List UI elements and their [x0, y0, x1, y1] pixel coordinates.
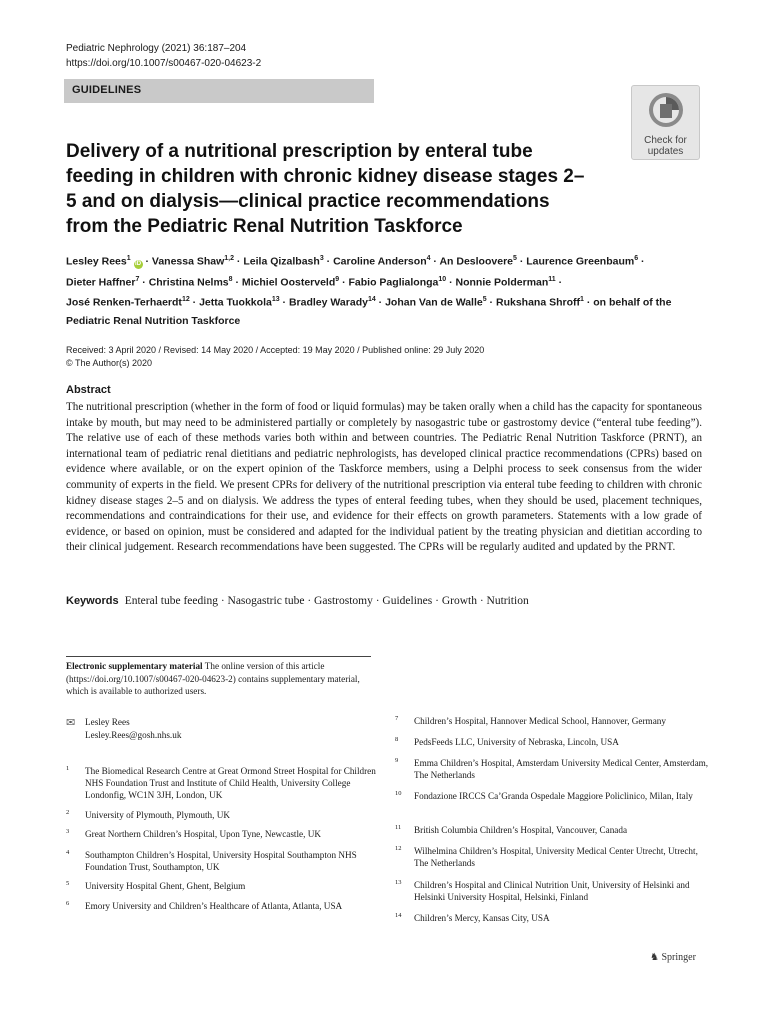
author-name[interactable]: Dieter Haffner — [66, 276, 136, 288]
affiliation-number: 8 — [395, 736, 399, 743]
doi-link[interactable]: https://doi.org/10.1007/s00467-020-04623-2 — [66, 58, 262, 69]
supplementary-note — [66, 660, 371, 698]
author-affil-sup: 10 — [438, 275, 447, 283]
author-affil-sup: 1 — [126, 255, 131, 262]
affiliation-text: Southampton Children’s Hospital, University Hospital Southampton NHS Foundation Trust, Southampton, UK — [85, 850, 357, 872]
section-label: GUIDELINES — [72, 84, 142, 96]
author-affil-sup: 3 — [319, 255, 324, 262]
author-affil-sup: 5 — [482, 296, 487, 303]
affiliation-number: 13 — [395, 879, 402, 886]
orcid-icon[interactable]: iD — [135, 260, 142, 267]
keywords-label: Keywords — [66, 595, 119, 607]
check-for-updates-badge[interactable] — [631, 85, 700, 160]
author-affil-sup: 4 — [426, 255, 431, 262]
author-affil-sup: 14 — [367, 296, 376, 303]
author-affil-sup: 6 — [634, 255, 639, 262]
affiliation-number: 11 — [395, 824, 402, 831]
publisher-name: Springer — [661, 952, 696, 963]
affiliation-number: 12 — [395, 845, 402, 852]
copyright-notice: © The Author(s) 2020 — [66, 358, 153, 368]
section-banner — [64, 79, 374, 103]
author-name[interactable]: Rukshana Shroff — [495, 296, 580, 309]
author-affil-sup: 7 — [135, 275, 140, 283]
affiliation-number: 2 — [66, 809, 70, 816]
author-name[interactable]: Jetta Tuokkola — [199, 296, 272, 309]
esm-text: The online version of this article (https://doi.org/10.1007/s00467-020-04623-2) contains supplementary material, which is available to authorized users. — [66, 661, 360, 696]
affiliation-number: 10 — [395, 790, 402, 797]
author-affil-sup: 13 — [271, 296, 280, 303]
author-list: Lesley Rees$^1$ iD · Vanessa Shaw$^{1,2}$ · Leila Qizalbash$^3$ · Caroline Anderson$^4$ · An Desloovere$^5$ · Laurence Greenbaum$^6$ · Dieter Haffner$^7$ · Christina Nelms$^8$ · Michiel Oosterveld$^9$ · Fabio Paglialonga$^{10}$ · Nonnie Polderman$^{11}$ · José Renken-Terhaerdt$^{12}$ · Jetta Tuokkola$^{13}$ · Bradley Warady$^{14}$ · Johan Van de Walle$^5$ · Rukshana Shroff$^1$ · on behalf of the Pediatric Renal Nutrition Taskforce — [66, 255, 672, 327]
author-name[interactable]: Bradley Warady — [288, 296, 368, 309]
affiliation-text: Children’s Hospital and Clinical Nutrition Unit, University of Helsinki and Helsinki University Hospital, Helsinki, Finland — [414, 880, 690, 902]
crossmark-icon — [646, 90, 686, 130]
on-behalf-text: on behalf of the Pediatric Renal Nutrition Taskforce — [66, 296, 672, 327]
affiliation-text: The Biomedical Research Centre at Great Ormond Street Hospital for Children NHS Foundation Trust and Institute of Child Health, University College Londonfig, WC1N 3JH, London, UK — [85, 766, 376, 800]
affiliation-text: British Columbia Children’s Hospital, Vancouver, Canada — [414, 825, 628, 835]
author-name[interactable]: Michiel Oosterveld — [241, 276, 336, 288]
journal-citation: Pediatric Nephrology (2021) 36:187–204 — [66, 43, 247, 54]
affiliation-text: Children’s Hospital, Hannover Medical School, Hannover, Germany — [414, 716, 666, 726]
affiliation-number: 14 — [395, 912, 402, 919]
author-affil-sup: 5 — [513, 255, 517, 262]
author-affil-sup: 11 — [548, 275, 556, 283]
author-affil-sup: 8 — [228, 275, 233, 283]
article-dates — [66, 344, 484, 370]
keywords-list: Enteral tube feeding · Nasogastric tube · Gastrostomy · Guidelines · Growth · Nutrition — [124, 595, 529, 607]
contact-email[interactable]: Lesley.Rees@gosh.nhs.uk — [85, 729, 182, 740]
affiliation-text: University Hospital Ghent, Ghent, Belgium — [85, 881, 246, 891]
author-affil-sup: 12 — [181, 296, 190, 303]
author-name[interactable]: Christina Nelms — [148, 276, 229, 288]
author-name[interactable]: José Renken-Terhaerdt — [66, 296, 182, 309]
esm-label: Electronic supplementary material — [66, 661, 203, 671]
history-dates: Received: 3 April 2020 / Revised: 14 May 2020 / Accepted: 19 May 2020 / Published online: 29 July 2020 — [66, 345, 485, 355]
affiliation-number: 3 — [66, 828, 70, 835]
author-affil-sup: 9 — [335, 275, 340, 283]
publisher-logo — [650, 952, 696, 963]
affiliation-text: University of Plymouth, Plymouth, UK — [85, 810, 230, 820]
author-name[interactable]: Fabio Paglialonga — [348, 276, 439, 288]
keywords-section — [66, 595, 529, 607]
affiliation-number: 4 — [66, 849, 70, 856]
affiliation-text: Emory University and Children’s Healthcare of Atlanta, Atlanta, USA — [85, 901, 343, 911]
affiliation-text: Wilhelmina Children’s Hospital, University Medical Center Utrecht, Utrecht, The Netherlands — [414, 846, 698, 868]
author-affil-sup: 1 — [580, 296, 584, 303]
abstract-heading: Abstract — [66, 384, 111, 396]
springer-horse-icon: ♞ — [650, 952, 659, 963]
affiliation-number: 6 — [66, 900, 70, 907]
affiliation-number: 5 — [66, 880, 70, 887]
author-name[interactable]: Caroline Anderson — [333, 255, 427, 268]
author-name[interactable]: Laurence Greenbaum — [526, 255, 635, 268]
contact-name: Lesley Rees — [85, 717, 130, 727]
author-name[interactable]: An Desloovere — [439, 255, 513, 268]
crossmark-text-1: Check for — [644, 135, 687, 146]
affiliation-text: Emma Children’s Hospital, Amsterdam University Medical Center, Amsterdam, The Netherlands — [414, 758, 709, 780]
author-name[interactable]: Lesley Rees — [66, 255, 127, 268]
affiliation-text: Children’s Mercy, Kansas City, USA — [414, 913, 550, 923]
affiliation-text: PedsFeeds LLC, University of Nebraska, Lincoln, USA — [414, 737, 619, 747]
author-name[interactable]: Vanessa Shaw — [151, 255, 225, 268]
author-name[interactable]: Nonnie Polderman — [455, 276, 549, 288]
article-title: Delivery of a nutritional prescription by enteral tube feeding in children with chronic kidney disease stages 2–5 and on dialysis—clinical practice recommendations from the Pediatric Renal Nutrition Taskforce — [66, 141, 585, 237]
affiliation-number: 7 — [395, 715, 399, 722]
affiliation-text: Fondazione IRCCS Ca’Granda Ospedale Maggiore Policlinico, Milan, Italy — [414, 791, 693, 801]
affiliation-text: Great Northern Children’s Hospital, Upon Tyne, Newcastle, UK — [85, 829, 321, 839]
author-name[interactable]: Johan Van de Walle — [385, 296, 483, 309]
affiliation-number: 9 — [395, 757, 399, 764]
mail-icon: ✉ — [66, 717, 76, 729]
footnote-divider — [66, 656, 371, 657]
author-affil-sup: 1,2 — [224, 255, 235, 262]
author-name[interactable]: Leila Qizalbash — [243, 255, 320, 268]
abstract-text: The nutritional prescription (whether in the form of food or liquid formulas) may be taken orally when a child has the capacity for spontaneous intake by mouth, but may need to be administered partially or completely by nasogastric tube or gastrostomy device (“enteral tube feeding”). The relative use of each of these methods varies both within and between countries. The Pediatric Renal Nutrition Taskforce (PRNT), an international team of pediatric renal dietitians and pediatric nephrologists, has developed clinical practice recommendations (CPRs) based on evidence where available, or on the expert opinion of the Taskforce members, using a Delphi process to seek consensus from the wider community of experts in the field. We present CPRs for delivery of the nutritional prescription via enteral tube feeding to children with chronic kidney disease stages 2–5 and on dialysis. We address the types of enteral feeding tubes, when they should be used, placement techniques, recommendations and contraindications for their use, and evidence for their effects on growth parameters. Statements with a low grade of evidence, or based on opinion, must be considered and adapted for the individual patient by the treating physician and dietitian according to their clinical judgement. Research recommendations have been suggested. The CPRs will be regularly audited and updated by the PRNT. — [66, 401, 702, 554]
journal-header — [66, 41, 261, 71]
crossmark-text-2: updates — [647, 146, 684, 157]
affiliation-number: 1 — [66, 765, 70, 772]
